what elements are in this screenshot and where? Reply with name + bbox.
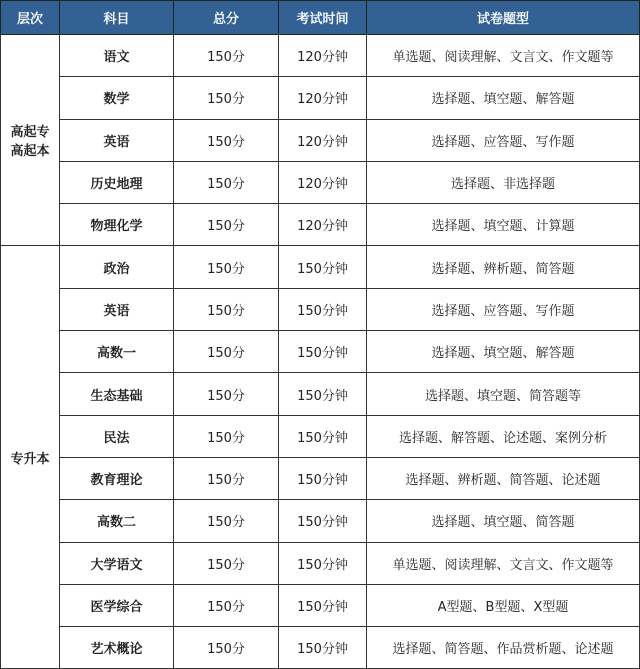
time-cell: 150分钟	[279, 415, 367, 457]
question-types-cell: 单选题、阅读理解、文言文、作文题等	[367, 542, 640, 584]
header-row	[1, 1, 640, 35]
score-cell: 150分	[174, 246, 279, 288]
time-cell: 150分钟	[279, 627, 367, 669]
table-row	[1, 542, 640, 584]
score-cell: 150分	[174, 77, 279, 119]
subject-cell: 数学	[60, 77, 174, 119]
subject-cell: 教育理论	[60, 457, 174, 499]
table-row	[1, 288, 640, 330]
question-types-cell: 选择题、非选择题	[367, 161, 640, 203]
question-types-cell: 选择题、填空题、简答题等	[367, 373, 640, 415]
table-row	[1, 246, 640, 288]
subject-cell: 英语	[60, 119, 174, 161]
table-row	[1, 627, 640, 669]
time-cell: 120分钟	[279, 35, 367, 77]
score-cell: 150分	[174, 35, 279, 77]
score-cell: 150分	[174, 500, 279, 542]
score-cell: 150分	[174, 584, 279, 626]
score-cell: 150分	[174, 119, 279, 161]
question-types-cell: A型题、B型题、X型题	[367, 584, 640, 626]
score-cell: 150分	[174, 331, 279, 373]
subject-cell: 高数二	[60, 500, 174, 542]
time-cell: 120分钟	[279, 119, 367, 161]
level-cell: 专升本	[1, 246, 60, 669]
question-types-cell: 选择题、填空题、解答题	[367, 77, 640, 119]
score-cell: 150分	[174, 373, 279, 415]
header-score: 总分	[174, 1, 279, 35]
table-row	[1, 204, 640, 246]
subject-cell: 大学语文	[60, 542, 174, 584]
score-cell: 150分	[174, 542, 279, 584]
table-row	[1, 119, 640, 161]
time-cell: 120分钟	[279, 204, 367, 246]
time-cell: 150分钟	[279, 288, 367, 330]
table-row	[1, 161, 640, 203]
question-types-cell: 选择题、填空题、简答题	[367, 500, 640, 542]
table-row	[1, 77, 640, 119]
time-cell: 120分钟	[279, 77, 367, 119]
score-cell: 150分	[174, 627, 279, 669]
time-cell: 120分钟	[279, 161, 367, 203]
subject-cell: 生态基础	[60, 373, 174, 415]
question-types-cell: 选择题、填空题、解答题	[367, 331, 640, 373]
time-cell: 150分钟	[279, 331, 367, 373]
table-row	[1, 500, 640, 542]
question-types-cell: 选择题、应答题、写作题	[367, 119, 640, 161]
header-time: 考试时间	[279, 1, 367, 35]
question-types-cell: 选择题、应答题、写作题	[367, 288, 640, 330]
question-types-cell: 选择题、解答题、论述题、案例分析	[367, 415, 640, 457]
time-cell: 150分钟	[279, 584, 367, 626]
subject-cell: 物理化学	[60, 204, 174, 246]
score-cell: 150分	[174, 415, 279, 457]
question-types-cell: 选择题、填空题、计算题	[367, 204, 640, 246]
header-level: 层次	[1, 1, 60, 35]
score-cell: 150分	[174, 288, 279, 330]
subject-cell: 历史地理	[60, 161, 174, 203]
score-cell: 150分	[174, 161, 279, 203]
time-cell: 150分钟	[279, 542, 367, 584]
subject-cell: 语文	[60, 35, 174, 77]
subject-cell: 医学综合	[60, 584, 174, 626]
table-row	[1, 457, 640, 499]
subject-cell: 政治	[60, 246, 174, 288]
table-row	[1, 35, 640, 77]
question-types-cell: 选择题、辨析题、简答题、论述题	[367, 457, 640, 499]
subject-cell: 英语	[60, 288, 174, 330]
question-types-cell: 选择题、简答题、作品赏析题、论述题	[367, 627, 640, 669]
time-cell: 150分钟	[279, 500, 367, 542]
subject-cell: 高数一	[60, 331, 174, 373]
table-row	[1, 373, 640, 415]
subject-cell: 艺术概论	[60, 627, 174, 669]
table-row	[1, 415, 640, 457]
level-cell: 高起专 高起本	[1, 35, 60, 246]
table-row	[1, 331, 640, 373]
question-types-cell: 选择题、辨析题、简答题	[367, 246, 640, 288]
time-cell: 150分钟	[279, 457, 367, 499]
score-cell: 150分	[174, 204, 279, 246]
subject-cell: 民法	[60, 415, 174, 457]
header-question-types: 试卷题型	[367, 1, 640, 35]
table-row	[1, 584, 640, 626]
time-cell: 150分钟	[279, 246, 367, 288]
header-subject: 科目	[60, 1, 174, 35]
question-types-cell: 单选题、阅读理解、文言文、作文题等	[367, 35, 640, 77]
score-cell: 150分	[174, 457, 279, 499]
time-cell: 150分钟	[279, 373, 367, 415]
